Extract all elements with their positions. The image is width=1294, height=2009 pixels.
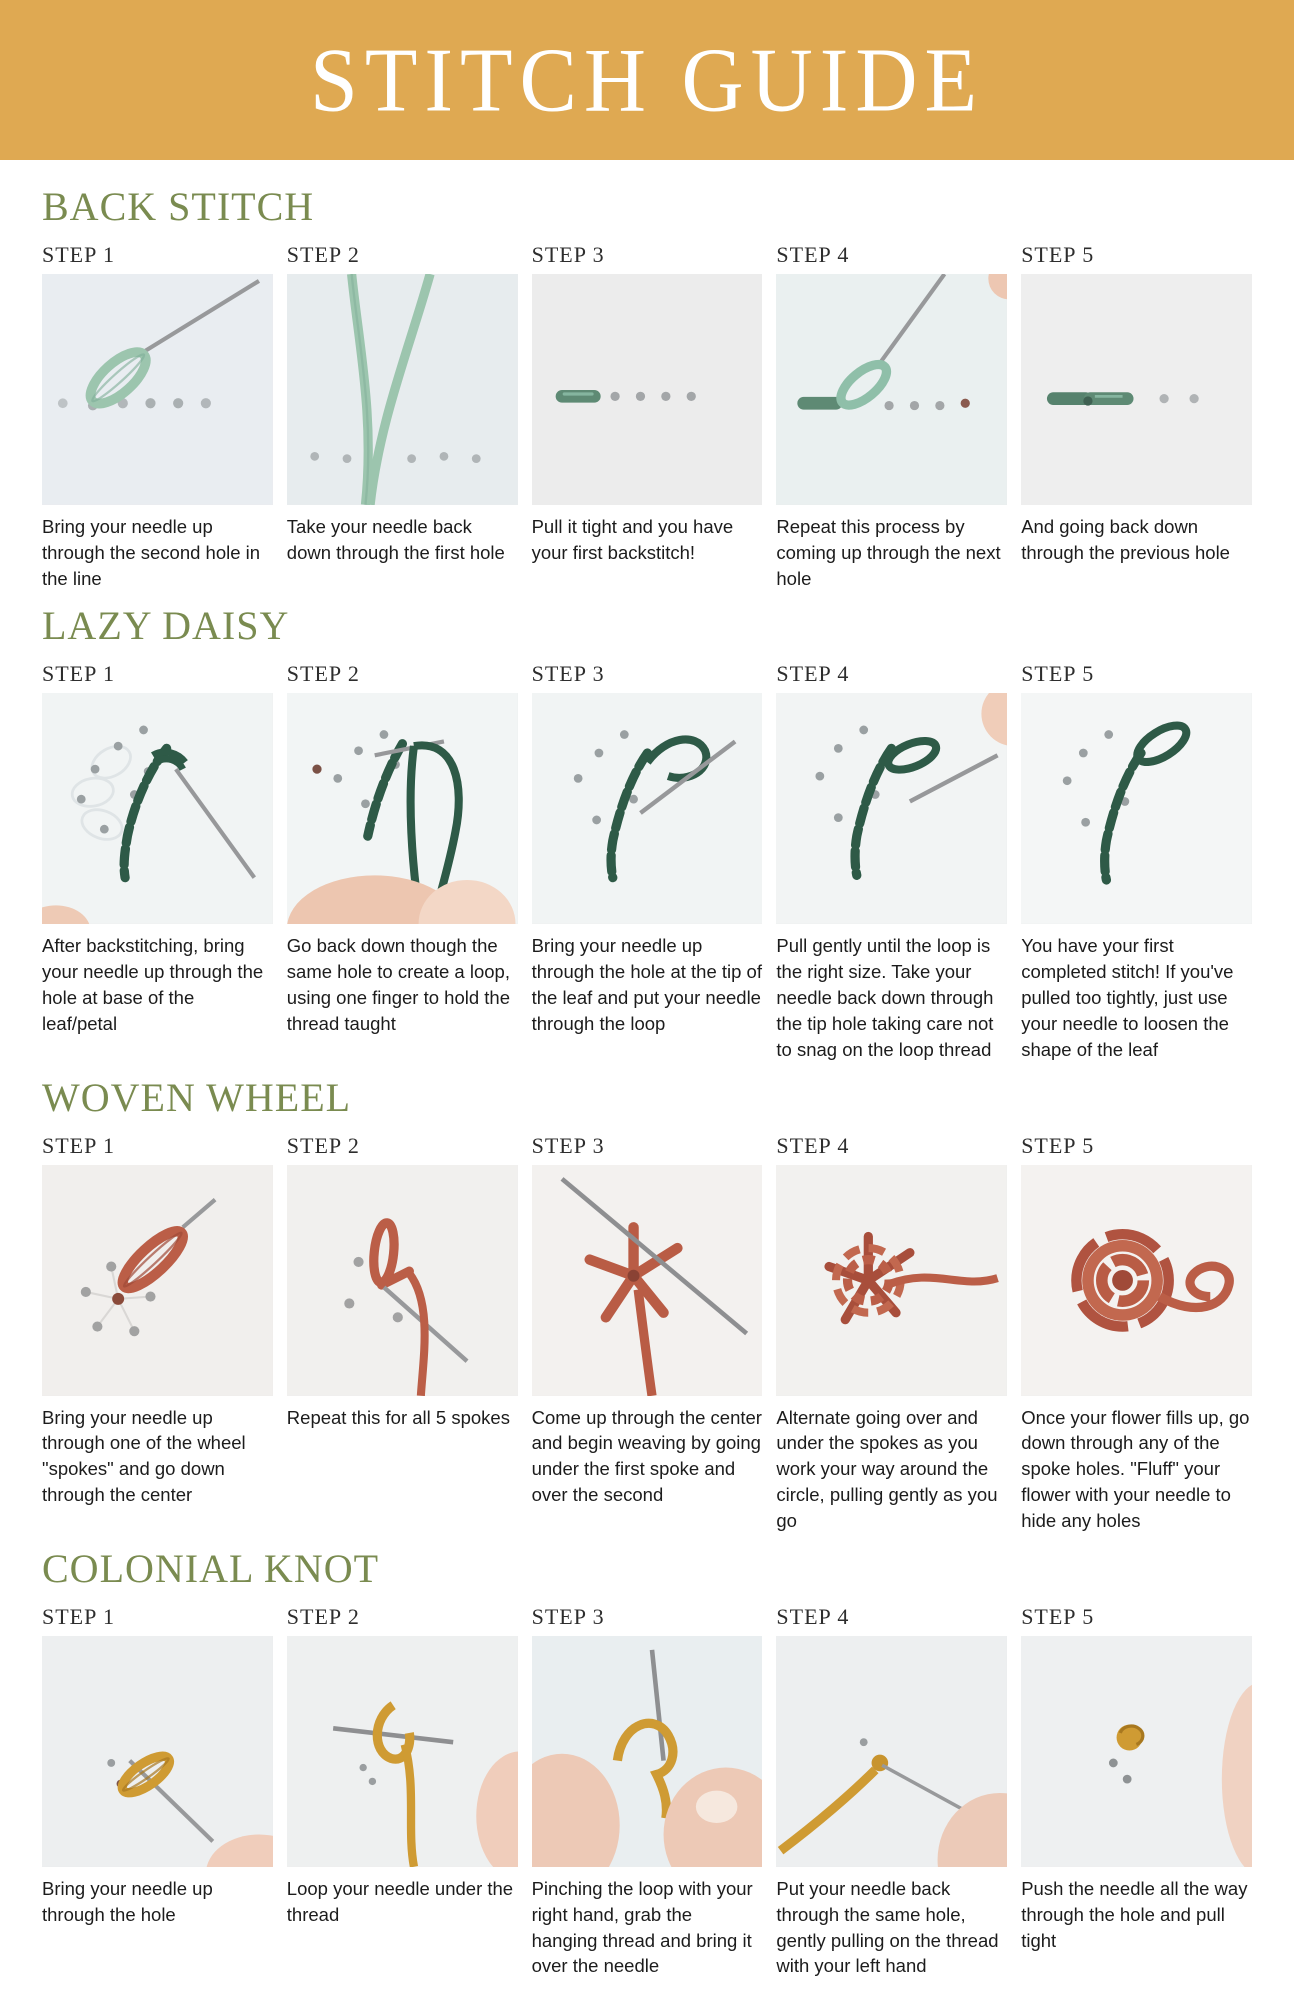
page-title: STITCH GUIDE bbox=[310, 29, 984, 131]
step-photo bbox=[776, 1165, 1007, 1396]
stitch-section bbox=[42, 605, 1252, 1062]
photo-backstitch-3-illustration bbox=[532, 274, 763, 505]
step-text: Pull gently until the loop is the right size. Take your needle back down through the tip hole taking care not to snag on the loop thread bbox=[776, 935, 994, 1060]
step-photo bbox=[42, 1636, 273, 1867]
step-label: STEP 4 bbox=[776, 661, 850, 687]
step-photo bbox=[776, 274, 1007, 505]
step-label: STEP 3 bbox=[531, 242, 605, 267]
photo-lazydaisy-3-illustration bbox=[532, 693, 763, 924]
step-photo bbox=[42, 693, 273, 924]
step-label: STEP 5 bbox=[1021, 1604, 1095, 1629]
step-cell bbox=[1021, 1596, 1252, 1979]
step-photo bbox=[287, 1165, 518, 1396]
step-text: You have your first completed stitch! If you've pulled too tightly, just use your needle to loosen the shape of the leaf bbox=[1021, 935, 1234, 1060]
step-cell bbox=[776, 653, 1007, 1062]
photo-colonial-5-illustration bbox=[1021, 1636, 1252, 1867]
step-text: And going back down through the previous hole bbox=[1021, 515, 1230, 563]
step-label: STEP 5 bbox=[1021, 242, 1095, 267]
section-title: COLONIAL KNOT bbox=[42, 1546, 380, 1591]
step-cell bbox=[287, 653, 518, 1062]
step-text: Take your needle back down through the first hole bbox=[286, 515, 505, 563]
section-title: LAZY DAISY bbox=[42, 603, 290, 649]
photo-lazydaisy-4-illustration bbox=[776, 693, 1007, 924]
step-photo bbox=[287, 1636, 518, 1867]
step-text: After backstitching, bring your needle up through the hole at base of the leaf/petal bbox=[42, 935, 264, 1034]
step-photo bbox=[1021, 274, 1252, 505]
step-photo bbox=[42, 274, 273, 505]
step-label: STEP 1 bbox=[42, 661, 116, 687]
step-cell bbox=[287, 1596, 518, 1979]
content bbox=[0, 160, 1294, 2009]
step-cell bbox=[42, 1596, 273, 1979]
photo-lazydaisy-5-illustration bbox=[1021, 693, 1252, 924]
stitch-section bbox=[42, 1074, 1252, 1534]
step-photo bbox=[532, 1636, 763, 1867]
step-photo bbox=[532, 693, 763, 924]
step-label: STEP 4 bbox=[776, 242, 850, 267]
step-label: STEP 3 bbox=[531, 1604, 605, 1629]
photo-colonial-2-illustration bbox=[287, 1636, 518, 1867]
step-cell bbox=[287, 234, 518, 591]
photo-wovenwheel-2-illustration bbox=[287, 1165, 518, 1396]
steps-grid bbox=[42, 1125, 1252, 1534]
step-text: Bring your needle up through the hole bbox=[42, 1877, 213, 1925]
steps-grid bbox=[42, 653, 1252, 1062]
step-label: STEP 3 bbox=[531, 1132, 605, 1158]
step-cell bbox=[42, 653, 273, 1062]
step-cell bbox=[1021, 234, 1252, 591]
section-title: BACK STITCH bbox=[42, 184, 315, 229]
photo-colonial-1-illustration bbox=[42, 1636, 273, 1867]
fingernail bbox=[695, 1791, 737, 1823]
photo-lazydaisy-2-illustration bbox=[287, 693, 518, 924]
step-photo bbox=[776, 1636, 1007, 1867]
step-label: STEP 2 bbox=[286, 1604, 360, 1629]
step-label: STEP 3 bbox=[531, 661, 605, 687]
step-text: Loop your needle under the thread bbox=[286, 1877, 514, 1925]
step-text: Pinching the loop with your right hand, grab the hanging thread and bring it over the needle bbox=[531, 1877, 753, 1977]
step-photo bbox=[287, 693, 518, 924]
photo-wovenwheel-3-illustration bbox=[532, 1165, 763, 1396]
section-title: WOVEN WHEEL bbox=[42, 1074, 352, 1120]
step-photo bbox=[1021, 1636, 1252, 1867]
step-cell bbox=[776, 1596, 1007, 1979]
step-cell bbox=[287, 1125, 518, 1534]
step-label: STEP 5 bbox=[1021, 661, 1095, 687]
step-label: STEP 2 bbox=[286, 242, 360, 267]
step-cell bbox=[532, 653, 763, 1062]
step-cell bbox=[1021, 1125, 1252, 1534]
step-text: Repeat this process by coming up through the next hole bbox=[776, 515, 1001, 589]
title-banner bbox=[0, 0, 1294, 160]
step-text: Come up through the center and begin weaving by going under the first spoke and over the second bbox=[531, 1406, 762, 1506]
step-label: STEP 1 bbox=[42, 242, 116, 267]
step-label: STEP 5 bbox=[1021, 1132, 1095, 1158]
step-label: STEP 4 bbox=[776, 1132, 850, 1158]
steps-grid bbox=[42, 1596, 1252, 1979]
step-cell bbox=[776, 234, 1007, 591]
step-photo bbox=[42, 1165, 273, 1396]
photo-lazydaisy-1-illustration bbox=[42, 693, 273, 924]
photo-backstitch-5-illustration bbox=[1021, 274, 1252, 505]
stitch-section bbox=[42, 186, 1252, 591]
photo-wovenwheel-1-illustration bbox=[42, 1165, 273, 1396]
step-cell bbox=[42, 234, 273, 591]
photo-backstitch-1-illustration bbox=[42, 274, 273, 505]
step-photo bbox=[1021, 693, 1252, 924]
step-text: Pull it tight and you have your first backstitch! bbox=[531, 515, 734, 563]
photo-wovenwheel-4-illustration bbox=[776, 1165, 1007, 1396]
photo-colonial-4-illustration bbox=[776, 1636, 1007, 1867]
photo-wovenwheel-5-illustration bbox=[1021, 1165, 1252, 1396]
center-hole bbox=[112, 1293, 124, 1305]
step-label: STEP 2 bbox=[286, 661, 360, 687]
step-label: STEP 4 bbox=[776, 1604, 850, 1629]
step-label: STEP 1 bbox=[42, 1132, 116, 1158]
step-text: Bring your needle up through the hole at the tip of the leaf and put your needle through the loop bbox=[531, 935, 762, 1034]
step-photo bbox=[532, 1165, 763, 1396]
photo-colonial-3-illustration bbox=[532, 1636, 763, 1867]
step-label: STEP 2 bbox=[286, 1132, 360, 1158]
step-photo bbox=[1021, 1165, 1252, 1396]
step-photo bbox=[776, 693, 1007, 924]
step-cell bbox=[1021, 653, 1252, 1062]
step-text: Repeat this for all 5 spokes bbox=[286, 1406, 510, 1428]
step-text: Put your needle back through the same hole, gently pulling on the thread with your left hand bbox=[776, 1877, 999, 1977]
photo-backstitch-2-illustration bbox=[287, 274, 518, 505]
step-cell bbox=[776, 1125, 1007, 1534]
step-cell bbox=[42, 1125, 273, 1534]
step-cell bbox=[532, 234, 763, 591]
step-label: STEP 1 bbox=[42, 1604, 116, 1629]
step-photo bbox=[287, 274, 518, 505]
step-text: Alternate going over and under the spokes as you work your way around the circle, pulling gently as you go bbox=[776, 1406, 998, 1532]
step-cell bbox=[532, 1125, 763, 1534]
step-text: Go back down though the same hole to create a loop, using one finger to hold the thread taught bbox=[286, 935, 510, 1034]
photo-backstitch-4-illustration bbox=[776, 274, 1007, 505]
step-text: Push the needle all the way through the hole and pull tight bbox=[1021, 1877, 1248, 1951]
step-text: Bring your needle up through one of the wheel "spokes" and go down through the center bbox=[42, 1406, 246, 1506]
step-photo bbox=[532, 274, 763, 505]
step-cell bbox=[532, 1596, 763, 1979]
step-text: Once your flower fills up, go down through any of the spoke holes. "Fluff" your flower with your needle to hide any holes bbox=[1021, 1406, 1250, 1532]
rose bbox=[1077, 1234, 1169, 1326]
steps-grid bbox=[42, 234, 1252, 591]
stitch-section bbox=[42, 1548, 1252, 1979]
step-text: Bring your needle up through the second hole in the line bbox=[42, 515, 261, 589]
